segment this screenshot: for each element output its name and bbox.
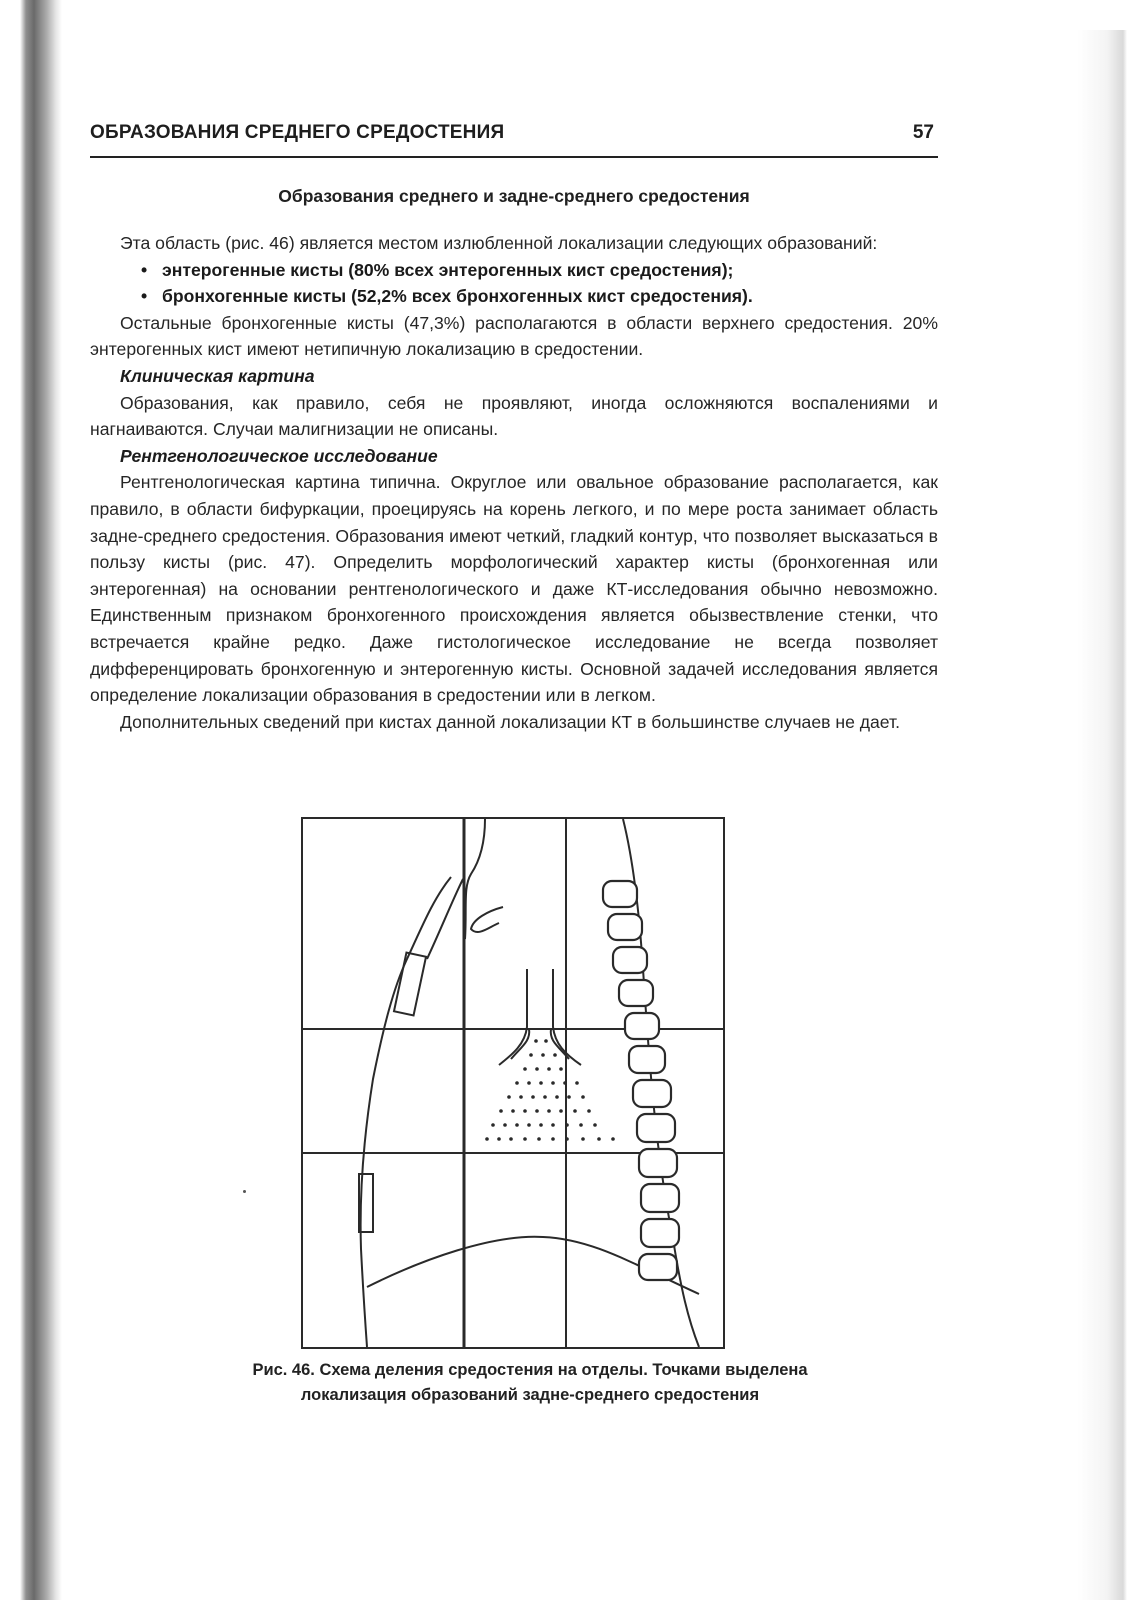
figure-caption [150,1358,910,1408]
scan-binding-shadow [0,0,62,1600]
bullet-item [90,257,938,284]
caption-line: Рис. 46. Схема деления средостения на отделы. Точками выделена [252,1361,808,1379]
vertebra [639,1254,677,1280]
vertebra [637,1114,675,1142]
vertebra [629,1046,665,1073]
paragraph-clinical: Образования, как правило, себя не проявляют, иногда осложняются воспалениями и нагнаиваются. Случаи малигнизации не описаны. [90,392,938,440]
diagram-drawing [303,819,723,1347]
bullet-text: энтерогенные кисты (80% всех энтерогенных кист средостения); [162,259,734,280]
left-bronchus [499,969,527,1065]
section-heading: Образования среднего и задне-среднего средостения [278,186,750,206]
sternum-segment [394,953,426,1016]
bullet-icon: • [141,259,148,280]
vertebra [633,1080,671,1107]
running-title: ОБРАЗОВАНИЯ СРЕДНЕГО СРЕДОСТЕНИЯ [90,122,505,143]
bullet-item [90,283,938,310]
vertebra [641,1219,679,1247]
bullet-list [90,257,938,310]
vertebra [613,947,647,973]
body-text [90,230,938,735]
dotted-region [485,1039,615,1141]
intro-paragraph: Эта область (рис. 46) является местом излюбленной локализации следующих образований: [120,233,878,253]
vertebra [639,1149,677,1177]
paragraph-ct: Дополнительных сведений при кистах данной локализации КТ в большинстве случаев не дает. [120,711,900,732]
vertebra [603,881,637,907]
caption-line: локализация образований задне-среднего средостения [300,1386,760,1404]
clavicle-shape [471,907,503,932]
page-number: 57 [912,122,934,143]
bullet-text: бронхогенные кисты (52,2% всех бронхогенных кист средостения). [162,286,753,307]
subheading-xray: Рентгенологическое исследование [120,445,438,466]
paragraph-xray: Рентгенологическая картина типична. Округлое или овальное образование располагается, как правило, в области бифуркации, проецируясь на корень легкого, и по мере роста занимает область задне-среднего средостения. Образования имеют четкий, гладкий контур, что позволяет высказаться в пользу кисты (рис. 47). Определить морфологический характер кисты (бронхогенная или энтерогенная) на основании рентгенологического и даже КТ-исследования обычно невозможно. Единственным признаком бронхогенного происхождения является обызвествление стенки, что встречается крайне редко. Даже гистологическое исследование не всегда позволяет дифференцировать бронхогенную и энтерогенную кисты. Основной задачей исследования является определение локализации образования в средостении или в легком. [90,472,938,706]
running-head [90,120,938,158]
scan-speck [243,1190,246,1193]
sternum-inner [427,879,463,959]
paragraph-remaining-cysts: Остальные бронхогенные кисты (47,3%) располагаются в области верхнего средостения. 20% энтерогенных кист имеют нетипичную локализацию в средостении. [90,312,938,360]
scan-right-edge [1077,30,1127,1600]
vertebra [641,1184,679,1212]
mediastinum-diagram [301,817,725,1349]
bullet-icon: • [141,286,148,307]
subheading-clinical: Клиническая картина [120,365,315,386]
vertebra [619,980,653,1006]
vertebra [608,914,642,940]
sternum-contour [361,877,451,1347]
vertebra [625,1013,659,1039]
